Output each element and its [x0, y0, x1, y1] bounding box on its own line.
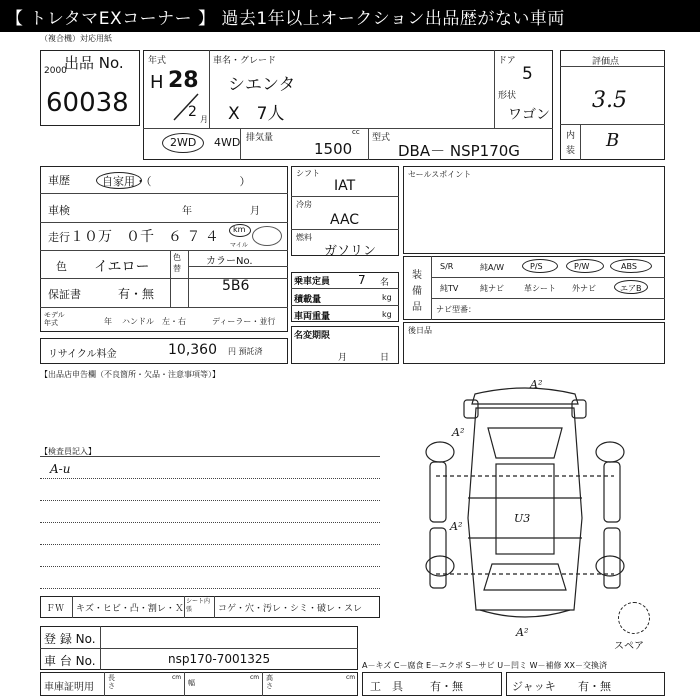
spare-tire-icon [618, 602, 650, 634]
equip-leather: 革シート [524, 284, 556, 293]
car-model: シエンタ [228, 75, 296, 95]
year-month-unit: 月 [200, 115, 208, 124]
shape-label: 形状 [498, 91, 517, 101]
score-label: 評価点 [592, 57, 620, 67]
car-diagram-icon [400, 378, 650, 638]
sales-point-label: セールスポイント [408, 170, 472, 179]
shift-value: IAT [334, 178, 356, 194]
history-label: 車歴 [48, 174, 70, 187]
fuel-value: ガソリン [324, 244, 377, 259]
cert-length-unit: cm [172, 674, 182, 681]
seat-items: コゲ・穴・汚レ・シミ・破レ・スレ [218, 604, 363, 614]
ac-label: 冷房 [296, 200, 312, 209]
later-label: 後日品 [408, 326, 432, 335]
inspector-label: 【検査員記入】 [40, 447, 96, 456]
cert-width-label: 幅 [188, 679, 195, 687]
equip-label-3: 品 [412, 302, 422, 313]
inspector-note: A-u [50, 462, 71, 476]
equip-label-2: 備 [412, 286, 422, 297]
load-label: 積載量 [294, 295, 322, 305]
seat-label: シート内張 [186, 598, 211, 613]
color-value: イエロー [94, 259, 150, 275]
lot-number: 60038 [46, 88, 129, 118]
fw-items: キズ・ヒビ・凸・割レ・Ｘ [76, 604, 184, 614]
diagram-mark-4: U3 [514, 512, 531, 525]
displacement-value: 1500 [314, 140, 353, 158]
recycle-unit: 円 預託済 [228, 347, 263, 356]
equip-sr: S/R [440, 262, 454, 271]
drive-2wd: 2WD [170, 136, 197, 149]
type-label: 型式 [372, 133, 391, 143]
equip-ps: P/S [530, 262, 543, 271]
inspection-year: 年 [182, 206, 192, 217]
lot-code: 2000 [44, 66, 67, 76]
dealer-label: ディーラー・並行 [212, 317, 276, 326]
banner-title: 【 トレタマEXコーナー 】 過去1年以上オークション出品歴がない車両 [0, 0, 700, 32]
model-year-unit: 年 [104, 317, 112, 326]
mileage-value: １０万 ０千 ６ ７ ４ [70, 229, 219, 245]
weight-label: 車両重量 [294, 312, 331, 322]
tools-value: 有・無 [430, 680, 463, 693]
interior-label-2: 装 [566, 146, 576, 156]
equip-tv: 純TV [440, 284, 459, 293]
door-value: 5 [522, 64, 533, 84]
jack-label: ジャッキ [512, 680, 556, 693]
header-note: （複合機）対応用紙 [40, 34, 112, 43]
recycle-value: 10,360 [168, 342, 217, 358]
cert-length-label: 長さ [108, 674, 115, 690]
equip-pw: P/W [574, 262, 590, 271]
chassis-label: 車 台 No. [44, 654, 96, 668]
capacity-unit: 名 [380, 278, 390, 288]
diagram-mark-3: A² [450, 520, 463, 533]
capacity-value: 7 [358, 273, 366, 287]
interior-value: B [606, 130, 620, 151]
mileage-unit-mile: マイル [230, 242, 248, 249]
inspection-label: 車検 [48, 204, 70, 217]
lot-label: 出品 No. [64, 54, 124, 72]
ac-value: AAC [330, 212, 360, 228]
color-label: 色 [56, 260, 67, 273]
spare-label: スペア [614, 641, 644, 652]
declaration-label: 【出品店申告欄（不良箇所・欠品・注意事項等）】 [40, 370, 220, 379]
chassis-value: nsp170-7001325 [168, 652, 271, 666]
garage-cert-label: 車庫証明用 [44, 682, 94, 693]
year-number: 28 [168, 68, 199, 93]
warranty-value: 有・無 [118, 287, 155, 301]
color-change-label: 色替 [173, 253, 181, 273]
displacement-unit: cc [352, 128, 360, 136]
equip-ext-navi: 外ナビ [572, 284, 596, 293]
cert-height-unit: cm [346, 674, 356, 681]
drive-4wd: 4WD [214, 136, 241, 149]
displacement-label: 排気量 [246, 133, 274, 143]
diagram-mark-2: A² [452, 426, 465, 439]
mileage-label: 走行 [48, 231, 70, 244]
weight-unit: kg [382, 310, 392, 319]
damage-code-legend: A－キズ C－腐食 E－エクボ S－サビ U－凹ミ W－補修 XX－交換済 [362, 661, 608, 670]
door-label: ドア [498, 56, 516, 66]
interior-label-1: 内 [566, 131, 576, 141]
registration-label: 登 録 No. [44, 632, 96, 646]
inspection-month: 月 [250, 206, 260, 217]
shift-label: シフト [296, 169, 320, 178]
recycle-label: リサイクル料金 [48, 349, 117, 360]
reg-change-label: 名変期限 [294, 331, 331, 341]
load-unit: kg [382, 293, 392, 302]
car-grade: X 7人 [228, 104, 285, 124]
type-value: DBA－ NSP170G [398, 142, 520, 160]
history-value: 自家用・（ ） [102, 175, 251, 188]
cert-height-label: 高さ [266, 674, 273, 690]
equip-aw: 純A/W [480, 263, 505, 272]
capacity-label: 乗車定員 [294, 277, 331, 287]
tools-label: 工 具 [370, 680, 403, 693]
mileage-unit-km: km [233, 225, 246, 234]
score-value: 3.5 [592, 88, 627, 113]
color-code-value: 5B6 [222, 278, 250, 294]
model-year-label: モデル年式 [44, 311, 65, 327]
cert-width-unit: cm [250, 674, 260, 681]
equip-navi: 純ナビ [480, 284, 504, 293]
year-label: 年式 [148, 56, 167, 66]
shape-value: ワゴン [508, 107, 550, 123]
handle-label: ハンドル 左・右 [122, 317, 186, 326]
equip-airbag: エアB [620, 284, 642, 293]
year-era: H [150, 72, 164, 93]
diagram-mark-5: A² [516, 626, 529, 639]
fuel-label: 燃料 [296, 233, 312, 242]
fw-label: ＦＷ [46, 604, 65, 614]
later-block [403, 322, 665, 364]
jack-value: 有・無 [578, 680, 611, 693]
color-code-label: カラーNo. [206, 256, 253, 267]
equip-abs: ABS [621, 262, 637, 271]
name-label: 車名・グレード [213, 56, 277, 66]
equip-label-1: 装 [412, 270, 422, 281]
equip-navi-model: ナビ型番： [436, 305, 476, 314]
reg-change-month: 月 [338, 353, 348, 363]
diagram-mark-1: A² [530, 378, 543, 391]
reg-change-day: 日 [380, 353, 390, 363]
warranty-label: 保証書 [48, 288, 81, 301]
year-month: 2 [188, 104, 197, 120]
